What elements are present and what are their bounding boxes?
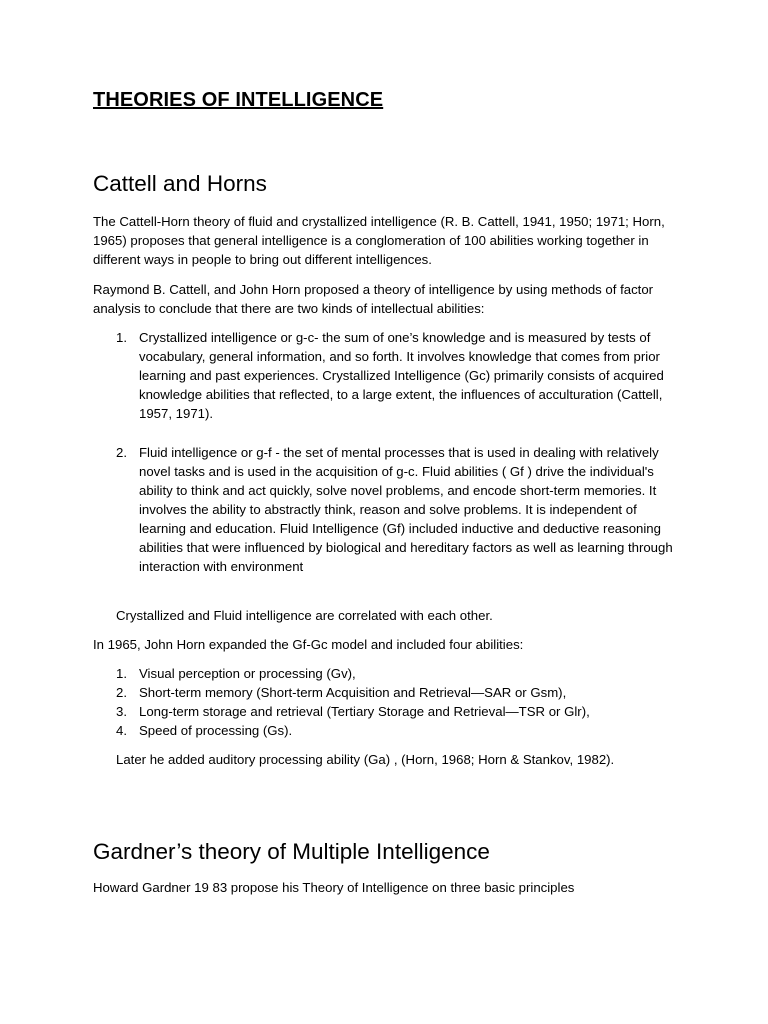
list-item-text: Speed of processing (Gs). bbox=[139, 723, 293, 738]
list-item-text: Short-term memory (Short-term Acquisition and Retrieval—SAR or Gsm), bbox=[139, 685, 567, 700]
list-item-number: 2. bbox=[116, 445, 127, 460]
document-title: THEORIES OF INTELLIGENCE bbox=[93, 89, 384, 111]
list-item-text: Fluid intelligence or g-f - the set of mental processes that is used in dealing with relatively novel tasks and is used in the acquisition of g-c. Fluid abilities ( Gf ) drive the individual's ability to think and act quickly, solve novel problems, and encode short-term memories. It involves the ability to abstractly think, reason and solve problems. It is independent of learning and education. Fluid Intelligence (Gf) included inductive and deductive reasoning abilities that were influenced by biological and hereditary factors as well as learning through interaction with environment bbox=[139, 445, 673, 574]
list-item bbox=[116, 721, 678, 740]
list-item-text: Crystallized intelligence or g-c- the sum of one’s knowledge and is measured by tests of vocabulary, general information, and so forth. It involves knowledge that comes from prior learning and past experiences. Crystallized Intelligence (Gc) primarily consists of acquired knowledge abilities that reflected, to a large extent, the influences of acculturation (Cattell, 1957, 1971). bbox=[139, 330, 664, 421]
list-item-number: 1. bbox=[116, 666, 127, 681]
list-item bbox=[116, 328, 678, 423]
list-item bbox=[116, 664, 678, 683]
horn-abilities-list bbox=[116, 664, 678, 740]
list-item-number: 1. bbox=[116, 330, 127, 345]
paragraph-horn-intro: In 1965, John Horn expanded the Gf-Gc model and included four abilities: bbox=[93, 637, 524, 652]
list-item bbox=[116, 702, 678, 721]
list-item-number: 4. bbox=[116, 723, 127, 738]
list-item-number: 2. bbox=[116, 685, 127, 700]
intellectual-abilities-list bbox=[116, 328, 678, 576]
paragraph-gardner-principles: Howard Gardner 19 83 propose his Theory of Intelligence on three basic principles bbox=[93, 880, 575, 895]
paragraph-two-abilities: Raymond B. Cattell, and John Horn proposed a theory of intelligence by using methods of factor analysis to conclude that there are two kinds of intellectual abilities: bbox=[93, 282, 654, 316]
section-heading-cattell-horn: Cattell and Horns bbox=[93, 171, 267, 196]
section-heading-gardner: Gardner’s theory of Multiple Intelligence bbox=[93, 839, 490, 864]
list-item-text: Visual perception or processing (Gv), bbox=[139, 666, 356, 681]
list-item bbox=[116, 683, 678, 702]
paragraph-auditory-processing: Later he added auditory processing ability (Ga) , (Horn, 1968; Horn & Stankov, 1982). bbox=[116, 752, 615, 767]
list-item bbox=[116, 443, 678, 576]
list-item-number: 3. bbox=[116, 704, 127, 719]
list-item-text: Long-term storage and retrieval (Tertiary Storage and Retrieval—TSR or Glr), bbox=[139, 704, 590, 719]
paragraph-cattell-horn-theory: The Cattell-Horn theory of fluid and crystallized intelligence (R. B. Cattell, 1941, 1950; 1971; Horn, 1965) proposes that general intelligence is a conglomeration of 100 abilities working together in different ways in people to bring out different intelligences. bbox=[93, 214, 665, 267]
paragraph-correlated: Crystallized and Fluid intelligence are correlated with each other. bbox=[116, 608, 493, 623]
